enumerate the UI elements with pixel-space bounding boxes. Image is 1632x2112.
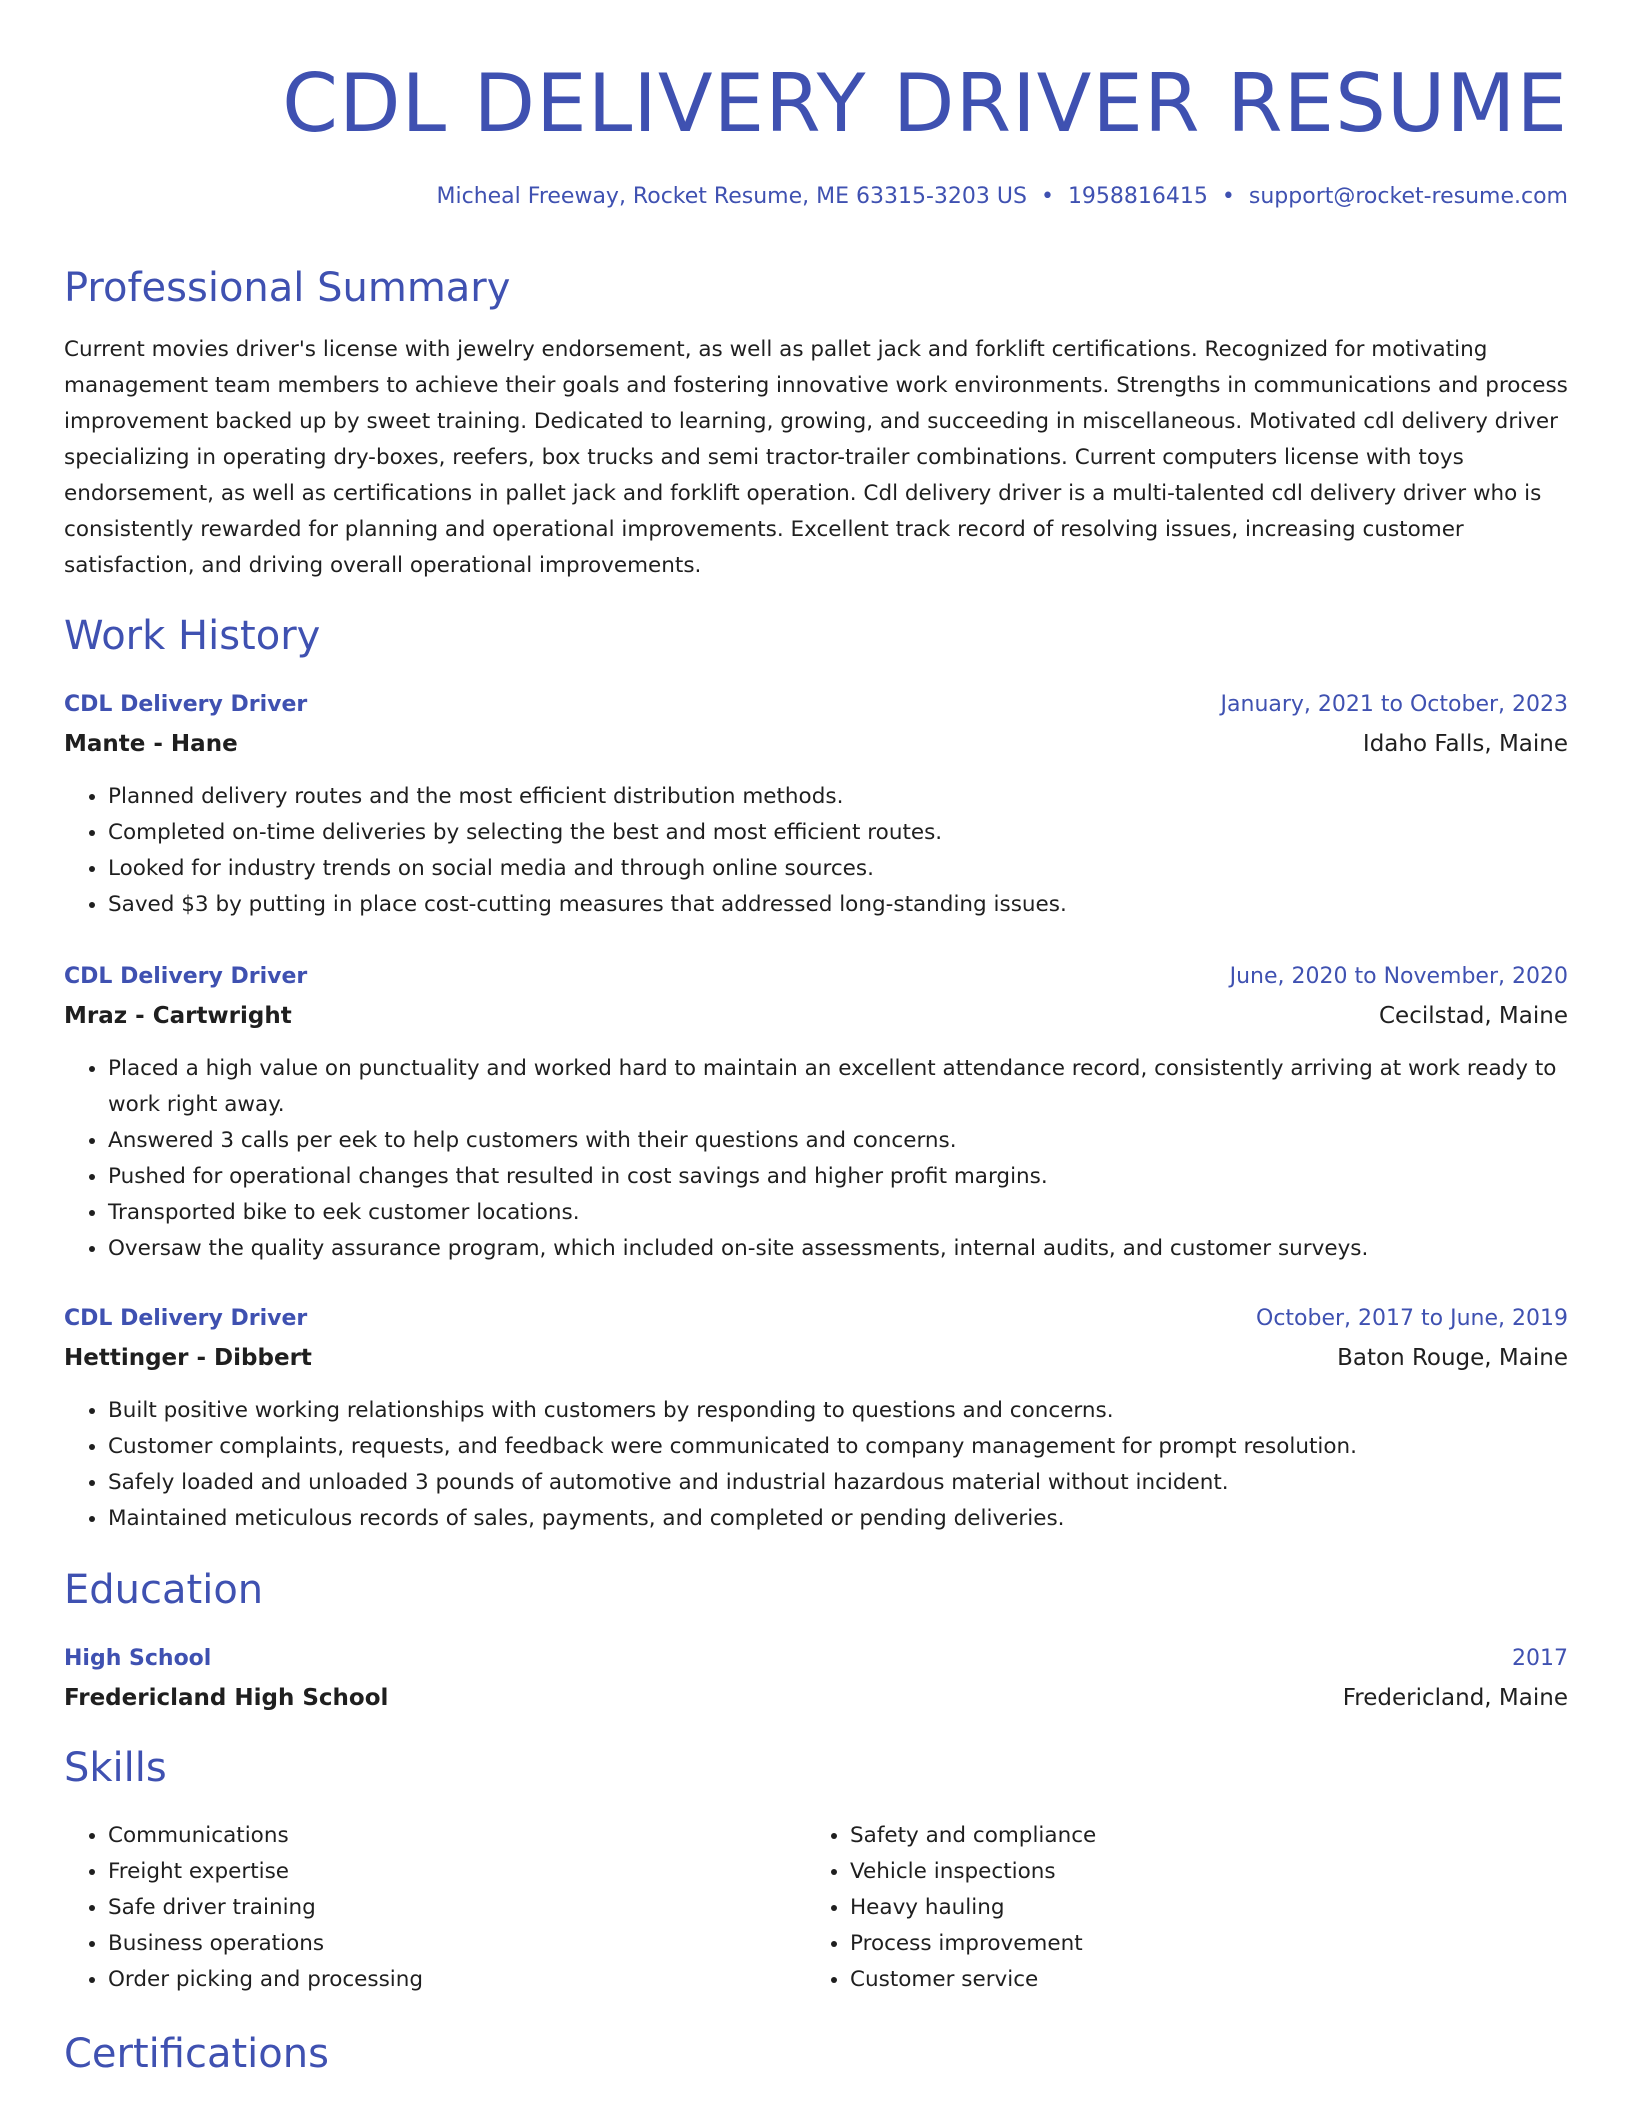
job-company: Hettinger - Dibbert (64, 1345, 312, 1371)
list-item: • Business operations (108, 1926, 806, 1962)
resume-page (64, 0, 1568, 2077)
job-entry (64, 690, 1568, 923)
job-dates: June, 2020 to November, 2020 (1229, 964, 1568, 989)
contact-email[interactable]: support@rocket-resume.com (1248, 184, 1568, 209)
skills-column-left (64, 1818, 806, 1998)
list-item: • Pushed for operational changes that resulted in cost savings and higher profit margins. (108, 1159, 1568, 1195)
job-entry (64, 962, 1568, 1267)
job-role: CDL Delivery Driver (64, 1306, 308, 1331)
skills-column-right (806, 1818, 1548, 1998)
list-item: • Placed a high value on punctuality and worked hard to maintain an excellent attendance record, consistently arriving at work ready to work right away. (108, 1051, 1568, 1123)
list-item: • Heavy hauling (850, 1890, 1548, 1926)
job-entry (64, 1304, 1568, 1537)
job-company: Mante - Hane (64, 731, 238, 757)
contact-separator: • (1221, 184, 1235, 209)
education-school: Fredericland High School (64, 1685, 389, 1711)
list-item: • Safety and compliance (850, 1818, 1548, 1854)
job-location: Cecilstad, Maine (1378, 1003, 1568, 1029)
list-item: • Answered 3 calls per eek to help customers with their questions and concerns. (108, 1123, 1568, 1159)
job-bullet-list (64, 1051, 1568, 1267)
job-subheader (64, 1001, 1568, 1031)
job-role: CDL Delivery Driver (64, 964, 308, 989)
list-item: • Oversaw the quality assurance program, which included on-site assessments, internal audits, and customer surveys. (108, 1231, 1568, 1267)
section-heading-summary: Professional Summary (64, 265, 511, 311)
job-subheader (64, 1343, 1568, 1373)
skills-list (64, 1818, 1568, 1998)
section-heading-work-history: Work History (64, 613, 321, 659)
list-item: • Communications (108, 1818, 806, 1854)
education-header (64, 1644, 1568, 1674)
list-item: • Built positive working relationships with customers by responding to questions and concerns. (108, 1393, 1568, 1429)
list-item: • Completed on-time deliveries by selecting the best and most efficient routes. (108, 815, 1568, 851)
list-item: • Transported bike to eek customer locations. (108, 1195, 1568, 1231)
job-location: Idaho Falls, Maine (1362, 731, 1568, 757)
job-header (64, 962, 1568, 992)
education-degree: High School (64, 1646, 212, 1671)
list-item: • Order picking and processing (108, 1962, 806, 1998)
summary-text: Current movies driver's license with jewelry endorsement, as well as pallet jack and forklift certifications. Recognized for motivating management team members to achieve their goals and fostering innovative work environments. Strengths in communications and process improvement backed up by sweet training. Dedicated to learning, growing, and succeeding in miscellaneous. Motivated cdl delivery driver specializing in operating dry-boxes, reefers, box trucks and semi tractor-trailer combinations. Current computers license with toys endorsement, as well as certifications in pallet jack and forklift operation. Cdl delivery driver is a multi-talented cdl delivery driver who is consistently rewarded for planning and operational improvements. Excellent track record of resolving issues, increasing customer satisfaction, and driving overall operational improvements. (64, 337, 1568, 578)
list-item: • Maintained meticulous records of sales, payments, and completed or pending deliveries. (108, 1501, 1568, 1537)
list-item: • Safely loaded and unloaded 3 pounds of automotive and industrial hazardous material without incident. (108, 1465, 1568, 1501)
job-bullet-list (64, 779, 1568, 923)
list-item: • Process improvement (850, 1926, 1548, 1962)
section-heading-certifications: Certifications (64, 2031, 329, 2077)
job-location: Baton Rouge, Maine (1337, 1345, 1568, 1371)
contact-line (64, 182, 1568, 212)
list-item: • Customer complaints, requests, and feedback were communicated to company management for prompt resolution. (108, 1429, 1568, 1465)
contact-separator: • (1040, 184, 1054, 209)
job-dates: October, 2017 to June, 2019 (1256, 1306, 1568, 1331)
contact-phone: 1958816415 (1067, 184, 1208, 209)
list-item: • Saved $3 by putting in place cost-cutting measures that addressed long-standing issues. (108, 887, 1568, 923)
list-item: • Vehicle inspections (850, 1854, 1548, 1890)
job-company: Mraz - Cartwright (64, 1003, 292, 1029)
education-entry (64, 1644, 1568, 1713)
contact-address: Micheal Freeway, Rocket Resume, ME 63315-3203 US (436, 184, 1027, 209)
section-heading-education: Education (64, 1567, 264, 1613)
education-subheader (64, 1683, 1568, 1713)
section-heading-skills: Skills (64, 1745, 167, 1791)
job-bullet-list (64, 1393, 1568, 1537)
list-item: • Safe driver training (108, 1890, 806, 1926)
list-item: • Planned delivery routes and the most efficient distribution methods. (108, 779, 1568, 815)
education-year: 2017 (1512, 1646, 1568, 1671)
job-subheader (64, 729, 1568, 759)
job-dates: January, 2021 to October, 2023 (1220, 692, 1568, 717)
job-role: CDL Delivery Driver (64, 692, 308, 717)
education-location: Fredericland, Maine (1342, 1685, 1568, 1711)
list-item: • Looked for industry trends on social media and through online sources. (108, 851, 1568, 887)
job-header (64, 690, 1568, 720)
list-item: • Freight expertise (108, 1854, 806, 1890)
job-header (64, 1304, 1568, 1334)
list-item: • Customer service (850, 1962, 1548, 1998)
resume-title: CDL DELIVERY DRIVER RESUME (282, 57, 1568, 150)
